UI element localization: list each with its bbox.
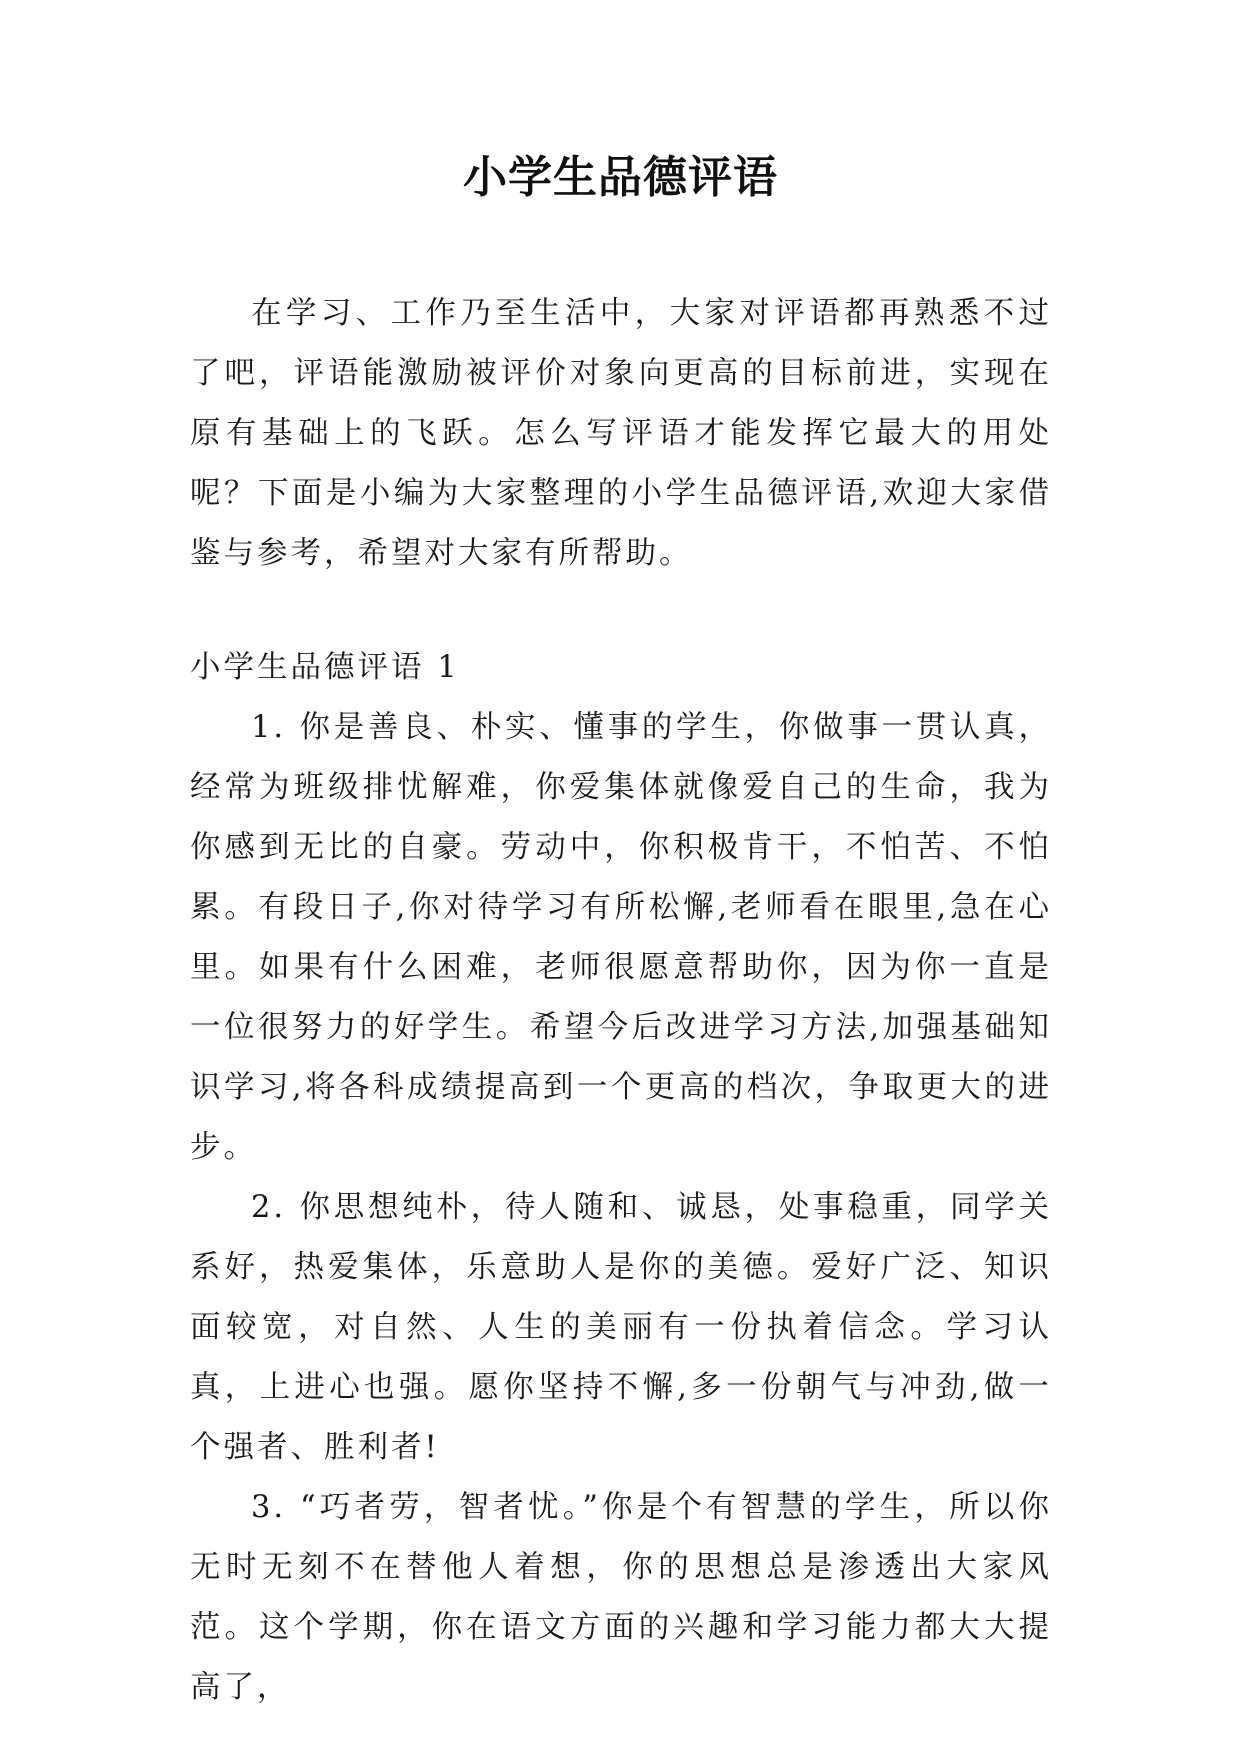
document-title: 小学生品德评语 [463, 152, 778, 203]
comment-item-2: 2. 你思想纯朴，待人随和、诚恳，处事稳重，同学关系好，热爱集体，乐意助人是你的美德。爱好广泛、知识面较宽，对自然、人生的美丽有一份执着信念。学习认真，上进心也强。愿你坚持不懈,多一份朝气与冲劲,做一个强者、胜利者! [190, 1190, 1052, 1465]
intro-section [190, 284, 1052, 584]
intro-paragraph: 在学习、工作乃至生活中，大家对评语都再熟悉不过了吧，评语能激励被评价对象向更高的目标前进，实现在原有基础上的飞跃。怎么写评语才能发挥它最大的用处呢？下面是小编为大家整理的小学生品德评语,欢迎大家借鉴与参考，希望对大家有所帮助。 [190, 296, 1052, 571]
comment-item-3: 3. “巧者劳，智者忧。”你是个有智慧的学生，所以你无时无刻不在替他人着想，你的思想总是渗透出大家风范。这个学期，你在语文方面的兴趣和学习能力都大大提高了， [190, 1490, 1052, 1705]
comment-item-1: 1. 你是善良、朴实、懂事的学生，你做事一贯认真，经常为班级排忧解难，你爱集体就像爱自己的生命，我为你感到无比的自豪。劳动中，你积极肯干，不怕苦、不怕累。有段日子,你对待学习有所松懈,老师看在眼里,急在心里。如果有什么困难，老师很愿意帮助你，因为你一直是一位很努力的好学生。希望今后改进学习方法,加强基础知识学习,将各科成绩提高到一个更高的档次，争取更大的进步。 [190, 710, 1052, 1165]
section-heading: 小学生品德评语 1 [190, 650, 460, 685]
comments-section [190, 638, 1052, 1718]
